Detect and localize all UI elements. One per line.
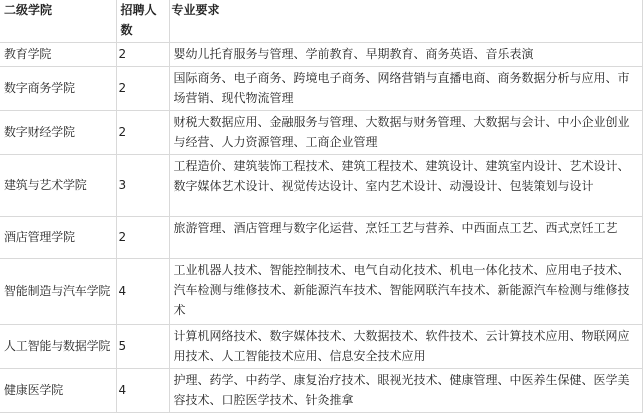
table-row: [0, 369, 642, 413]
majors-cell: 旅游管理、酒店管理与数字化运营、烹饪工艺与营养、中西面点工艺、西式烹饪工艺: [169, 217, 642, 259]
college-cell: 酒店管理学院: [0, 217, 116, 259]
majors-cell: 财税大数据应用、金融服务与管理、大数据与财务管理、大数据与会计、中小企业创业与经营、人力资源管理、工商企业管理: [169, 111, 642, 155]
count-cell: 2: [116, 217, 169, 259]
table-row: [0, 111, 642, 155]
header-count: 招聘人数: [116, 0, 169, 43]
table-header-row: [0, 0, 642, 43]
college-cell: 数字商务学院: [0, 67, 116, 111]
table-row: [0, 259, 642, 325]
college-cell: 智能制造与汽车学院: [0, 259, 116, 325]
count-cell: 2: [116, 67, 169, 111]
count-cell: 2: [116, 111, 169, 155]
table-row: [0, 67, 642, 111]
majors-cell: 国际商务、电子商务、跨境电子商务、网络营销与直播电商、商务数据分析与应用、市场营销、现代物流管理: [169, 67, 642, 111]
majors-cell: 工程造价、建筑装饰工程技术、建筑工程技术、建筑设计、建筑室内设计、艺术设计、数字媒体艺术设计、视觉传达设计、室内艺术设计、动漫设计、包装策划与设计: [169, 155, 642, 217]
majors-cell: 计算机网络技术、数字媒体技术、大数据技术、软件技术、云计算技术应用、物联网应用技术、人工智能技术应用、信息安全技术应用: [169, 325, 642, 369]
majors-cell: 工业机器人技术、智能控制技术、电气自动化技术、机电一体化技术、应用电子技术、汽车检测与维修技术、新能源汽车技术、智能网联汽车技术、新能源汽车检测与维修技术: [169, 259, 642, 325]
college-cell: 人工智能与数据学院: [0, 325, 116, 369]
count-cell: 4: [116, 259, 169, 325]
majors-cell: 婴幼儿托育服务与管理、学前教育、早期教育、商务英语、音乐表演: [169, 43, 642, 67]
count-cell: 2: [116, 43, 169, 67]
college-cell: 健康医学院: [0, 369, 116, 413]
count-cell: 3: [116, 155, 169, 217]
table-row: [0, 155, 642, 217]
table-row: [0, 217, 642, 259]
table-row: [0, 43, 642, 67]
college-cell: 建筑与艺术学院: [0, 155, 116, 217]
header-college: 二级学院: [0, 0, 116, 43]
header-majors: 专业要求: [169, 0, 642, 43]
college-cell: 教育学院: [0, 43, 116, 67]
majors-cell: 护理、药学、中药学、康复治疗技术、眼视光技术、健康管理、中医养生保健、医学美容技术、口腔医学技术、针灸推拿: [169, 369, 642, 413]
table-row: [0, 325, 642, 369]
college-cell: 数字财经学院: [0, 111, 116, 155]
count-cell: 4: [116, 369, 169, 413]
count-cell: 5: [116, 325, 169, 369]
